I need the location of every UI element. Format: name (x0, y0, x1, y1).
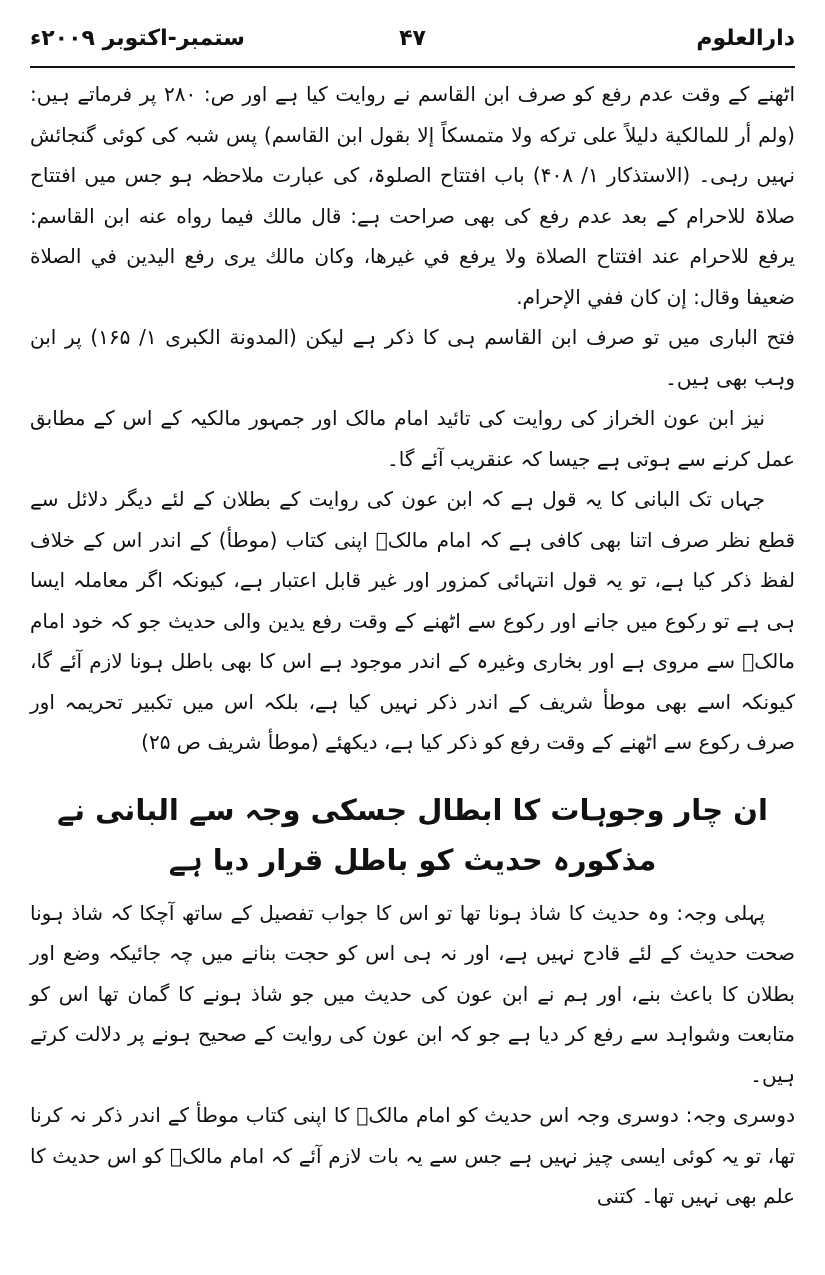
paragraph-4: جہاں تک البانی کا یہ قول ہے کہ ابن عون کی روایت کے بطلان کے لئے دیگر دلائل سے قطع نظر صرف اتنا بھی کافی ہے کہ امام مالکؒ اپنی کتاب (موطأ) کے اندر اس کے خلاف لفظ ذکر کیا ہے، تو یہ قول انتہائی کمزور اور غیر قابل اعتبار ہے، کیونکہ اگر معاملہ ایسا ہی ہے تو رکوع میں جانے اور رکوع سے اٹھنے کے وقت رفع یدین والی حدیث جو کہ خود امام مالکؒ سے مروی ہے اور بخاری وغیرہ کے اندر موجود ہے اس کا بھی باطل ہونا لازم آئے گا، کیونکہ اسے بھی موطأ شریف کے اندر ذکر نہیں کیا ہے، بلکہ اس میں تکبیر تحریمہ اور صرف رکوع سے اٹھنے کے وقت رفع کو ذکر کیا ہے، دیکھئے (موطأ شریف ص ۲۵) (30, 487, 795, 754)
paragraph-1: اٹھنے کے وقت عدم رفع کو صرف ابن القاسم نے روایت کیا ہے اور ص: ۲۸۰ پر فرماتے ہیں: (ولم أر للمالكية دليلاً على تركه ولا متمسكاً إلا بقول ابن القاسم) پس شبہ کی کوئی گنجائش نہیں رہی۔ (الاستذکار ۱/ ۴۰۸) باب افتتاح الصلوۃ، کی عبارت ملاحظہ ہو جس میں افتتاح صلاۃ للاحرام کے بعد عدم رفع کی بھی صراحت ہے: قال مالك فيما رواه عنه ابن القاسم: يرفع للاحرام عند افتتاح الصلاة ولا يرفع في غيرها، وكان مالك يرى رفع اليدين في الصلاة ضعيفا وقال: إن كان ففي الإحرام. (30, 82, 795, 309)
section-heading: ان چار وجوہات کا ابطال جسکی وجہ سے البانی نے مذکورہ حدیث کو باطل قرار دیا ہے (57, 792, 768, 877)
page-body (30, 74, 795, 1217)
paragraph-2: فتح الباری میں تو صرف ابن القاسم ہی کا ذکر ہے لیکن (المدونة الكبرى ۱/ ۱۶۵) پر ابن وہب بھی ہیں۔ (30, 325, 795, 390)
paragraph-3: نیز ابن عون الخراز کی روایت کی تائید امام مالک اور جمہور مالکیہ کے اس کے مطابق عمل کرنے سے ہوتی ہے جیسا کہ عنقریب آئے گا۔ (30, 406, 795, 471)
paragraph-6: دوسری وجہ: دوسری وجہ اس حدیث کو امام مالکؒ کا اپنی کتاب موطأ کے اندر ذکر نہ کرنا تھا، تو یہ کوئی ایسی چیز نہیں ہے جس سے یہ بات لازم آئے کہ امام مالکؒ کو اس حدیث کا علم بھی نہیں تھا۔ کتنی (30, 1103, 795, 1208)
issue-date: ستمبر-اکتوبر ۲۰۰۹ء (30, 26, 245, 51)
page-header (30, 22, 795, 68)
page-number: ۴۷ (399, 26, 426, 51)
paragraph-5: پہلی وجہ: وہ حدیث کا شاذ ہونا تھا تو اس کا جواب تفصیل کے ساتھ آچکا کہ شاذ ہونا صحت حدیث کے لئے قادح نہیں ہے، اور نہ ہی اس کو حجت بنانے میں چہ جائیکہ وضع اور بطلان کا باعث بنے، اور ہم نے ابن عون کی حدیث میں جو شاذ ہونے کا گمان تھا اس کو متابعت وشواہد سے رفع کر دیا ہے جو کہ ابن عون کی روایت کے صحیح ہونے پر دلالت کرتے ہیں۔ (30, 900, 795, 1087)
journal-title: دارالعلوم (696, 26, 795, 51)
